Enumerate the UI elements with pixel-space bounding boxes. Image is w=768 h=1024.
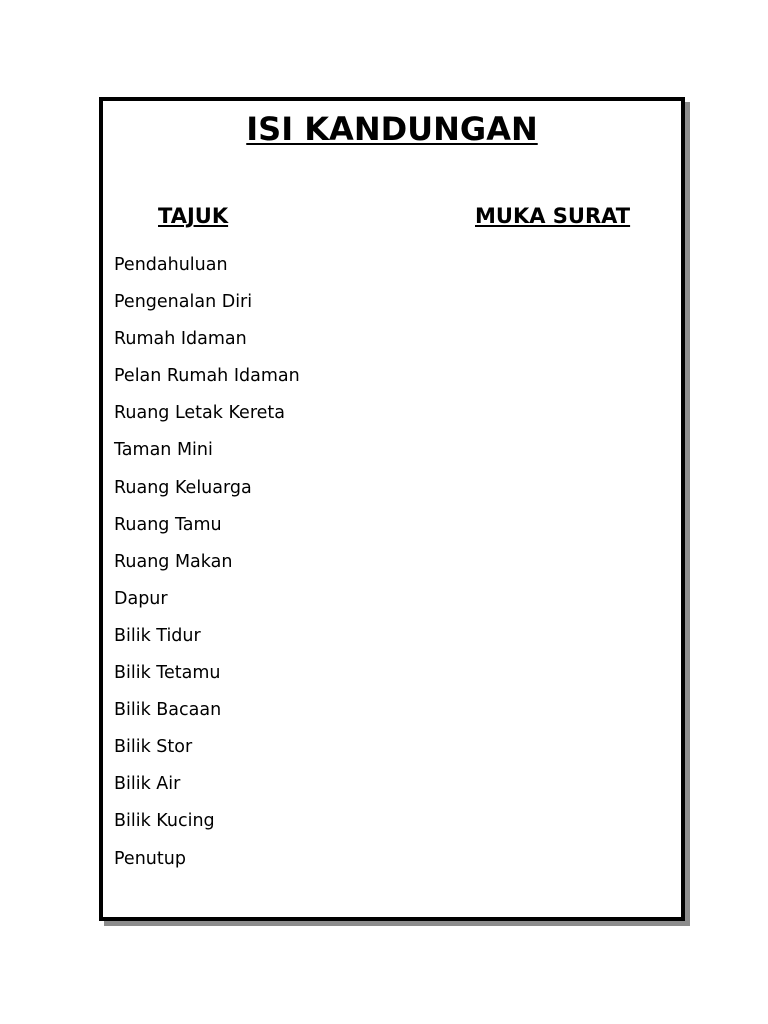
contents-entry: Pendahuluan [114, 255, 228, 275]
page-title: ISI KANDUNGAN [246, 110, 538, 148]
contents-entry: Taman Mini [114, 440, 213, 461]
contents-entry: Bilik Air [114, 774, 181, 795]
column-heading-page-number: MUKA SURAT [475, 204, 631, 228]
contents-entry: Pelan Rumah Idaman [114, 366, 300, 387]
contents-list [114, 247, 300, 878]
contents-entry: Pengenalan Diri [114, 292, 253, 313]
column-heading-topic: TAJUK [158, 204, 229, 228]
contents-entry: Bilik Kucing [114, 811, 215, 832]
contents-entry: Penutup [114, 848, 186, 869]
contents-entry: Ruang Keluarga [114, 477, 252, 498]
contents-entry: Ruang Makan [114, 551, 233, 572]
contents-entry: Dapur [114, 588, 168, 609]
contents-entry: Bilik Tetamu [114, 663, 221, 684]
contents-entry: Ruang Tamu [114, 514, 222, 535]
contents-entry: Bilik Tidur [114, 625, 201, 646]
contents-entry: Ruang Letak Kereta [114, 403, 285, 424]
contents-entry: Rumah Idaman [114, 329, 247, 350]
content-border-frame [99, 97, 685, 921]
contents-entry: Bilik Bacaan [114, 700, 222, 721]
contents-entry: Bilik Stor [114, 737, 193, 758]
